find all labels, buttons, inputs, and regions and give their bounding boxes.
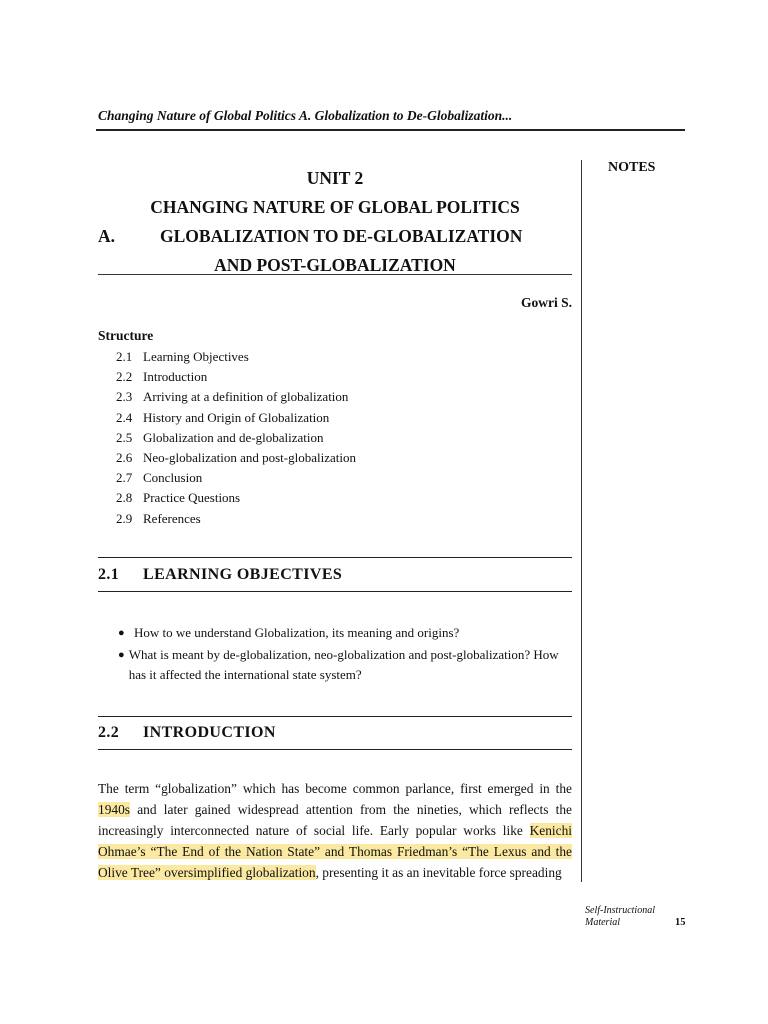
bullet-icon: ● [118, 627, 125, 639]
unit-number: UNIT 2 [306, 168, 364, 188]
toc-number: 2.1 [116, 349, 133, 364]
title-marker: A. [98, 226, 116, 246]
toc-item [116, 387, 356, 407]
section-heading-learning-objectives [98, 566, 342, 584]
bullet-icon: ● [118, 649, 125, 661]
paragraph-text: , presenting it as an inevitable force spreading [315, 865, 562, 880]
toc-number: 2.8 [116, 490, 133, 506]
section-rule-top [98, 557, 572, 558]
highlighted-text: Kenichi Ohmae’s “The End of the Nation State” and Thomas Friedman’s “The Lexus and the Olive Tree” oversimplified globalization [98, 823, 572, 880]
toc-item [116, 428, 356, 448]
toc-item [116, 367, 356, 387]
footer-label-line: Material [585, 917, 620, 928]
toc-number: 2.4 [116, 409, 133, 425]
paragraph-text: The term “globalization” which has become common parlance, first emerged in the [98, 781, 572, 796]
toc-item [116, 448, 356, 468]
section-rule-bottom [98, 591, 572, 592]
toc-number: 2.6 [116, 450, 133, 466]
running-header: Changing Nature of Global Politics A. Globalization to De-Globalization... [98, 108, 513, 123]
title-line-2 [98, 222, 572, 251]
list-item-text: What is meant by de-globalization, neo-globalization and post-globalization? How has it affected the international state system? [128, 647, 559, 682]
toc-number: 2.9 [116, 510, 133, 526]
title-line-2-text: GLOBALIZATION TO DE-GLOBALIZATION [160, 226, 523, 246]
section-heading-introduction [98, 724, 276, 742]
header-rule [96, 129, 685, 131]
toc-number: 2.2 [116, 369, 133, 385]
toc-label: References [143, 510, 201, 526]
toc-number: 2.3 [116, 389, 133, 405]
footer-label-line: Self-Instructional [585, 905, 655, 916]
toc-item [116, 347, 356, 367]
page-number: 15 [675, 917, 686, 928]
notes-label: NOTES [608, 160, 656, 175]
section-number: 2.2 [98, 724, 120, 741]
highlighted-text: 1940s [98, 802, 130, 817]
structure-list [116, 347, 356, 529]
section-rule-top [98, 716, 572, 717]
toc-item [116, 408, 356, 428]
toc-label: Practice Questions [143, 490, 241, 506]
list-item [118, 645, 574, 685]
list-item-text: How to we understand Globalization, its meaning and origins? [134, 625, 460, 640]
section-rule-bottom [98, 749, 572, 750]
footer-label [585, 905, 655, 929]
toc-label: Neo-globalization and post-globalization [143, 450, 356, 466]
toc-item [116, 468, 356, 488]
toc-label: Learning Objectives [143, 349, 249, 364]
title-rule [98, 274, 572, 275]
objectives-list [118, 623, 574, 687]
toc-label: History and Origin of Globalization [143, 409, 330, 425]
author-name: Gowri S. [520, 295, 572, 310]
toc-number: 2.7 [116, 470, 133, 486]
section-title: LEARNING OBJECTIVES [143, 566, 343, 583]
unit-title [98, 164, 572, 280]
paragraph-text: and later gained widespread attention from the nineties, which reflects the increasingly interconnected nature of social life. Early popular works like [98, 802, 572, 838]
structure-heading: Structure [98, 328, 154, 343]
toc-label: Introduction [143, 369, 208, 385]
toc-label: Arriving at a definition of globalization [143, 389, 349, 405]
title-line-1: CHANGING NATURE OF GLOBAL POLITICS [150, 197, 520, 217]
section-title: INTRODUCTION [143, 724, 276, 741]
section-number: 2.1 [98, 566, 120, 583]
toc-number: 2.5 [116, 429, 133, 445]
toc-item [116, 488, 356, 508]
title-line-3: AND POST-GLOBALIZATION [214, 255, 456, 275]
toc-label: Globalization and de-globalization [143, 429, 324, 445]
toc-item [116, 509, 356, 529]
margin-rule [581, 160, 582, 882]
list-item [118, 623, 574, 643]
toc-label: Conclusion [143, 470, 203, 486]
introduction-paragraph [98, 778, 572, 883]
